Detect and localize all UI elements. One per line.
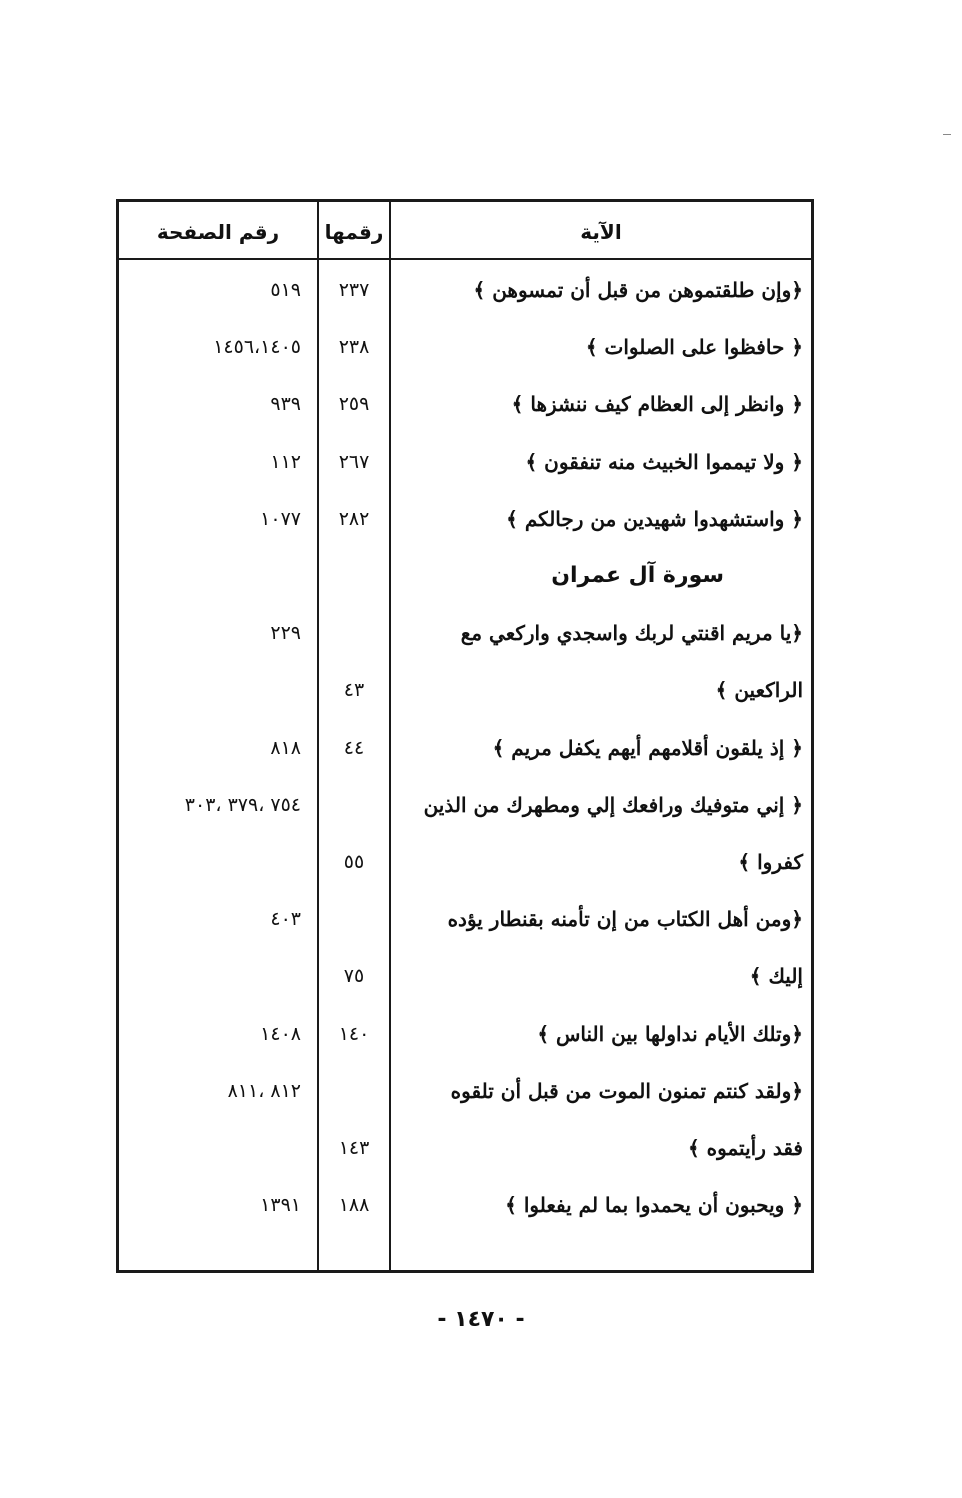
verse-text-cell: ﴿ وانظر إلى العظام كيف ننشزها ﴾ bbox=[511, 392, 803, 417]
header-page-number: رقم الصفحة bbox=[156, 220, 280, 244]
table-row bbox=[119, 948, 811, 1004]
page-number-cell: ٢٢٩ bbox=[270, 622, 301, 645]
verse-number-cell bbox=[319, 548, 389, 604]
header-divider bbox=[119, 258, 811, 260]
verse-number-cell: ٢٣٧ bbox=[338, 279, 370, 301]
page-number-cell bbox=[119, 548, 301, 604]
page-number-cell: ١٣٩١ bbox=[260, 1194, 301, 1217]
page-number-cell: ٤٠٣ bbox=[270, 908, 301, 931]
verse-number-cell bbox=[319, 777, 389, 833]
page-number-cell bbox=[119, 834, 301, 890]
verse-text-cell: ﴿ حافظوا على الصلوات ﴾ bbox=[585, 335, 803, 360]
page-number: - ١٤٧٠ - bbox=[437, 1307, 525, 1332]
header-verse-number: رقمها bbox=[324, 220, 384, 244]
verse-number-cell: ٢٦٧ bbox=[338, 450, 370, 473]
verse-number-cell: ٢٨٢ bbox=[338, 507, 370, 530]
verse-text-cell: فقد رأيتموه ﴾ bbox=[687, 1136, 803, 1160]
verse-index-table bbox=[116, 199, 814, 1273]
verse-text-cell: ﴿ إني متوفيك ورافعك إلي ومطهرك من الذين bbox=[423, 792, 803, 817]
header-verse: الآية bbox=[580, 220, 622, 244]
table-row bbox=[119, 720, 811, 776]
page-number-cell bbox=[119, 662, 301, 718]
verse-text-cell: ﴿ولقد كنتم تمنون الموت من قبل أن تلقوه bbox=[450, 1078, 803, 1103]
table-row bbox=[119, 777, 811, 833]
page-number-cell: ١٤٠٨ bbox=[260, 1022, 301, 1045]
margin-mark bbox=[943, 134, 951, 135]
verse-number-cell bbox=[319, 1063, 389, 1119]
page-number-cell bbox=[119, 1120, 301, 1176]
table-row bbox=[119, 834, 811, 890]
table-row bbox=[119, 491, 811, 547]
verse-text-cell: ﴿ إذ يلقون أقلامهم أيهم يكفل مريم ﴾ bbox=[492, 735, 803, 760]
verse-number-cell: ٢٥٩ bbox=[338, 393, 370, 416]
table-row bbox=[119, 1006, 811, 1062]
page-number-cell: ١١٢ bbox=[270, 450, 301, 473]
verse-text-cell: ﴿ ولا تيمموا الخبيث منه تنفقون ﴾ bbox=[525, 449, 803, 474]
table-row bbox=[119, 1120, 811, 1176]
verse-number-cell: ٢٣٨ bbox=[338, 336, 370, 359]
verse-number-cell: ١٨٨ bbox=[338, 1194, 370, 1217]
page-number-cell: ٨١٨ bbox=[270, 736, 301, 759]
verse-text-cell: ﴿ومن أهل الكتاب من إن تأمنه بقنطار يؤده bbox=[447, 907, 803, 932]
page-number-cell: ١٠٧٧ bbox=[260, 507, 301, 530]
verse-number-cell: ٤٤ bbox=[343, 736, 365, 759]
verse-number-cell bbox=[319, 605, 389, 661]
verse-text-cell: الراكعين ﴾ bbox=[715, 678, 803, 703]
table-row bbox=[119, 434, 811, 490]
verse-number-cell: ٥٥ bbox=[343, 851, 365, 873]
verse-number-cell: ٧٥ bbox=[343, 965, 365, 988]
verse-number-cell: ١٤٠ bbox=[338, 1022, 370, 1045]
table-row bbox=[119, 319, 811, 375]
page-number-cell: ٥١٩ bbox=[270, 279, 301, 301]
verse-text-cell: ﴿يا مريم اقنتي لربك واسجدي واركعي مع bbox=[460, 621, 803, 646]
verse-number-cell: ١٤٣ bbox=[338, 1137, 370, 1159]
page-number-cell bbox=[119, 948, 301, 1004]
page-number-cell: ٩٣٩ bbox=[270, 393, 301, 416]
surah-heading-row bbox=[119, 548, 811, 604]
table-row bbox=[119, 605, 811, 661]
table-row bbox=[119, 662, 811, 718]
verse-text-cell: ﴿ ويحبون أن يحمدوا بما لم يفعلوا ﴾ bbox=[505, 1193, 803, 1218]
verse-text-cell: كفروا ﴾ bbox=[738, 850, 803, 874]
verse-text-cell: ﴿وتلك الأيام نداولها بين الناس ﴾ bbox=[537, 1021, 803, 1046]
table-row bbox=[119, 262, 811, 318]
page-number-cell: ٨١٢ ،٨١١ bbox=[227, 1079, 301, 1102]
verse-text-cell: ﴿وإن طلقتموهن من قبل أن تمسوهن ﴾ bbox=[473, 278, 803, 302]
table-row bbox=[119, 891, 811, 947]
verse-text-cell: إليك ﴾ bbox=[749, 964, 803, 989]
verse-number-cell: ٤٣ bbox=[343, 679, 365, 702]
verse-text-cell: ﴿ واستشهدوا شهيدين من رجالكم ﴾ bbox=[506, 506, 803, 531]
surah-heading: سورة آل عمران bbox=[551, 563, 724, 588]
verse-number-cell bbox=[319, 891, 389, 947]
table-row bbox=[119, 1177, 811, 1233]
page-number-cell: ٧٥٤ ،٣٧٩ ،٣٠٣ bbox=[184, 793, 301, 816]
table-row bbox=[119, 1063, 811, 1119]
page-number-cell: ١٤٥٦،١٤٠٥ bbox=[213, 336, 301, 359]
table-row bbox=[119, 376, 811, 432]
